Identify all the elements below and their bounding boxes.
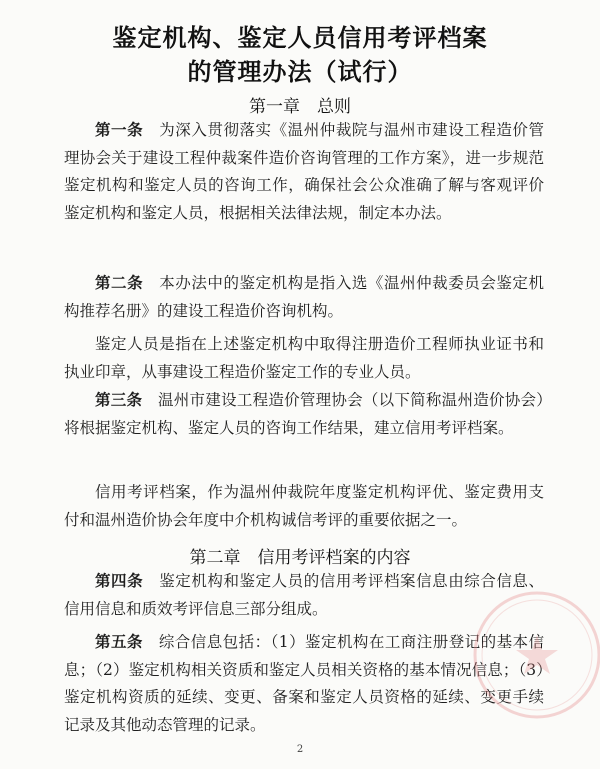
article-label: 第一条 bbox=[95, 121, 144, 139]
article-4 bbox=[64, 568, 544, 623]
article-text: 鉴定机构和鉴定人员的信用考评档案信息由综合信息、信用信息和质效考评信息三部分组成。 bbox=[64, 572, 544, 618]
document-title-line-2: 的管理办法（试行） bbox=[187, 58, 413, 86]
chapter-heading-1: 第一章 总则 bbox=[249, 97, 351, 117]
article-label: 第三条 bbox=[95, 391, 143, 409]
paragraph-text: 信用考评档案，作为温州仲裁院年度鉴定机构评优、鉴定费用支付和温州造价协会年度中介机构诚信考评的重要依据之一。 bbox=[64, 483, 544, 529]
article-2 bbox=[64, 270, 544, 325]
article-label: 第四条 bbox=[95, 572, 144, 590]
paragraph-text: 鉴定人员是指在上述鉴定机构中取得注册造价工程师执业证书和执业印章，从事建设工程造价鉴定工作的专业人员。 bbox=[64, 335, 544, 381]
article-1 bbox=[64, 117, 544, 227]
article-text: 为深入贯彻落实《温州仲裁院与温州市建设工程造价管理协会关于建设工程仲裁案件造价咨询管理的工作方案》，进一步规范鉴定机构和鉴定人员的咨询工作，确保社会公众准确了解与客观评价鉴定机构和鉴定人员，根据相关法律法规，制定本办法。 bbox=[64, 121, 544, 222]
article-label: 第五条 bbox=[95, 633, 143, 651]
article-3-paragraph-2 bbox=[64, 479, 544, 534]
article-text: 本办法中的鉴定机构是指入选《温州仲裁委员会鉴定机构推荐名册》的建设工程造价咨询机构。 bbox=[64, 274, 544, 320]
article-2-paragraph-2 bbox=[64, 331, 544, 386]
article-3 bbox=[64, 387, 544, 442]
page-number: 2 bbox=[296, 744, 304, 755]
document-title-line-1: 鉴定机构、鉴定人员信用考评档案 bbox=[112, 24, 488, 52]
article-text: 综合信息包括：（1）鉴定机构在工商注册登记的基本信息；（2）鉴定机构相关资质和鉴定人员相关资格的基本情况信息；（3）鉴定机构资质的延续、变更、备案和鉴定人员资格的延续、变更手续记录及其他动态管理的记录。 bbox=[64, 633, 544, 734]
article-text: 温州市建设工程造价管理协会（以下简称温州造价协会）将根据鉴定机构、鉴定人员的咨询工作结果，建立信用考评档案。 bbox=[64, 391, 544, 437]
article-5 bbox=[64, 629, 544, 739]
article-label: 第二条 bbox=[95, 274, 144, 292]
chapter-heading-2: 第二章 信用考评档案的内容 bbox=[189, 548, 411, 568]
